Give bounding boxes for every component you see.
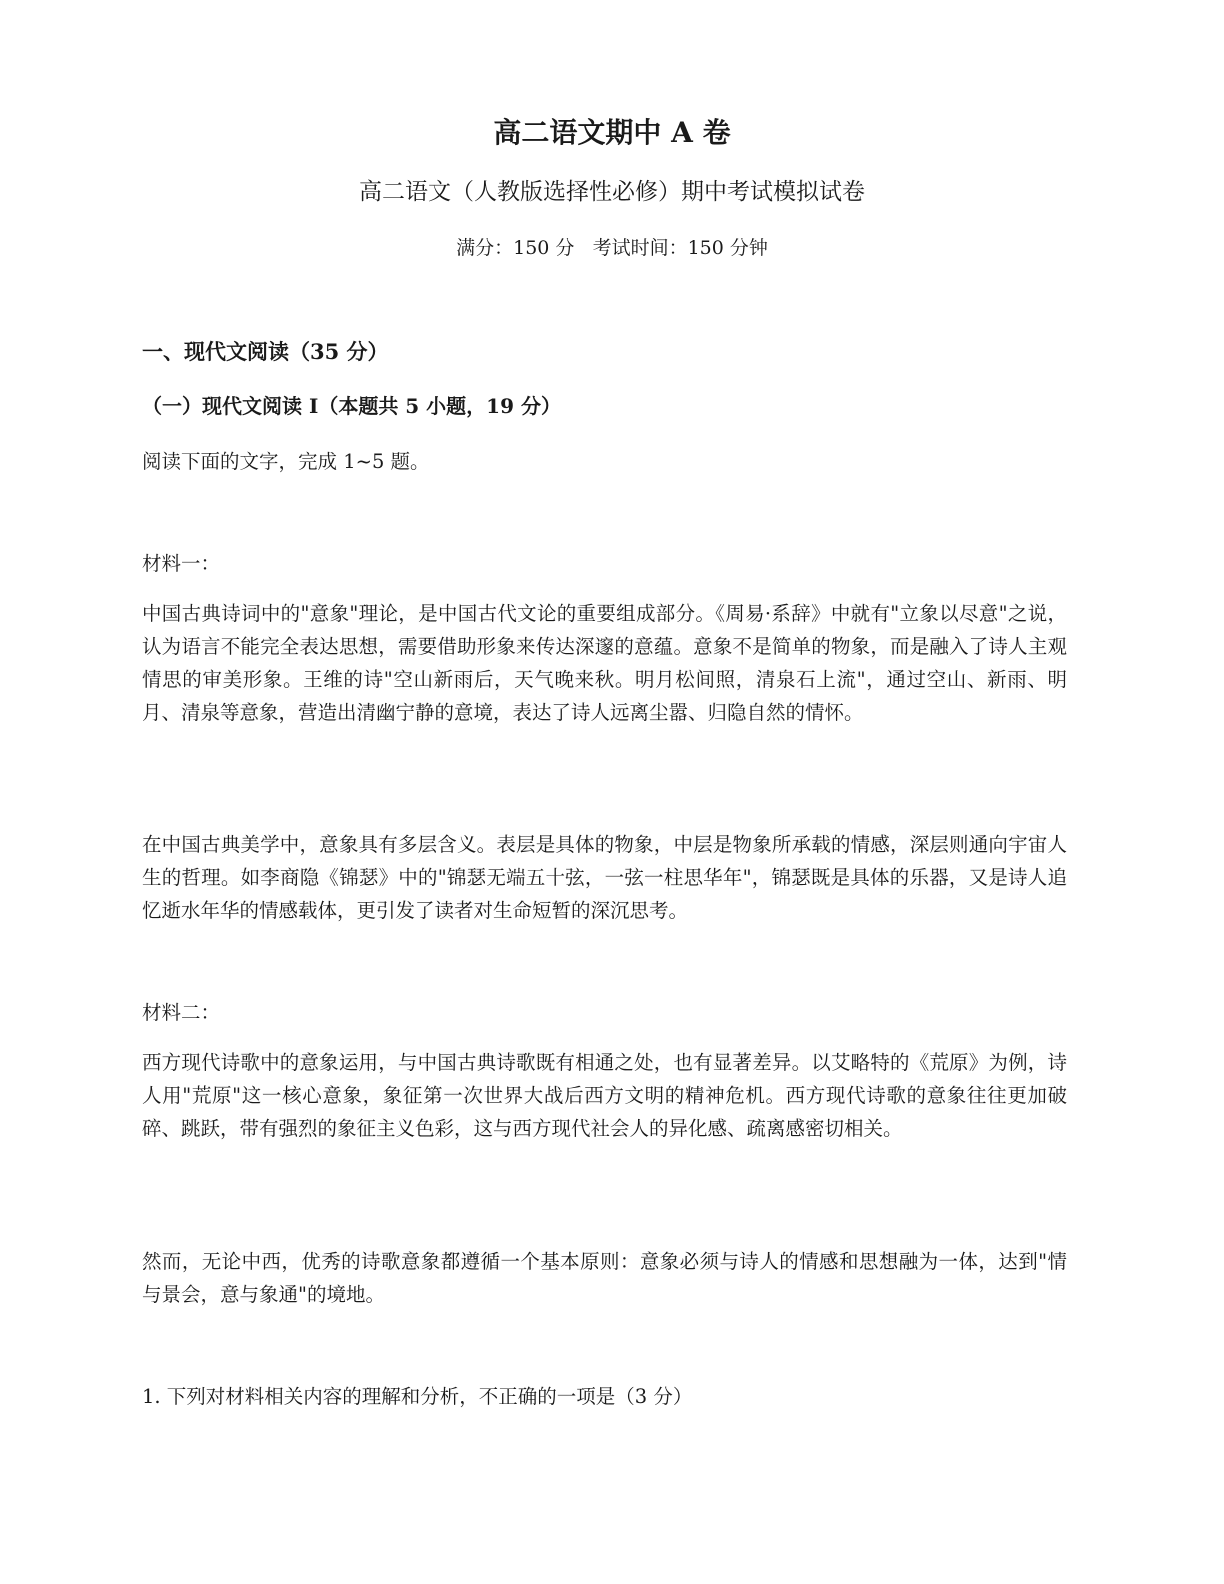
material1-paragraph-1: 中国古典诗词中的"意象"理论，是中国古代文论的重要组成部分。《周易·系辞》中就有"立象以尽意"之说，认为语言不能完全表达思想，需要借助形象来传达深邃的意蕴。意象不是简单的物象，而是融入了诗人主观情思的审美形象。王维的诗"空山新雨后，天气晚来秋。明月松间照，清泉石上流"，通过空山、新雨、明月、清泉等意象，营造出清幽宁静的意境，表达了诗人远离尘嚣、归隐自然的情怀。 [142,602,1067,724]
material2-paragraph-1: 西方现代诗歌中的意象运用，与中国古典诗歌既有相通之处，也有显著差异。以艾略特的《荒原》为例，诗人用"荒原"这一核心意象，象征第一次世界大战后西方文明的精神危机。西方现代诗歌的意象往往更加破碎、跳跃，带有强烈的象征主义色彩，这与西方现代社会人的异化感、疏离感密切相关。 [142,1051,1067,1140]
material1-paragraph-2: 在中国古典美学中，意象具有多层含义。表层是具体的物象，中层是物象所承载的情感，深层则通向宇宙人生的哲理。如李商隐《锦瑟》中的"锦瑟无端五十弦，一弦一柱思华年"，锦瑟既是具体的乐器，又是诗人追忆逝水年华的情感载体，更引发了读者对生命短暂的深沉思考。 [142,833,1067,922]
section-heading: 一、现代文阅读（35 分） [142,339,389,364]
part-heading: （一）现代文阅读 I（本题共 5 小题，19 分） [142,394,561,418]
exam-time: 考试时间：150 分钟 [592,237,768,259]
reading-instruction: 阅读下面的文字，完成 1~5 题。 [142,450,430,473]
full-score: 满分：150 分 [456,237,575,259]
material2-paragraph-2: 然而，无论中西，优秀的诗歌意象都遵循一个基本原则：意象必须与诗人的情感和思想融为一体，达到"情与景会，意与象通"的境地。 [142,1250,1067,1306]
meta-gap [574,237,592,259]
exam-title: 高二语文期中 A 卷 [493,116,731,149]
material2-label: 材料二： [142,1001,221,1024]
question-1: 1. 下列对材料相关内容的理解和分析，不正确的一项是（3 分） [142,1385,693,1408]
exam-subtitle: 高二语文（人教版选择性必修）期中考试模拟试卷 [359,179,865,205]
material1-label: 材料一： [142,552,221,575]
exam-meta [142,230,1082,266]
